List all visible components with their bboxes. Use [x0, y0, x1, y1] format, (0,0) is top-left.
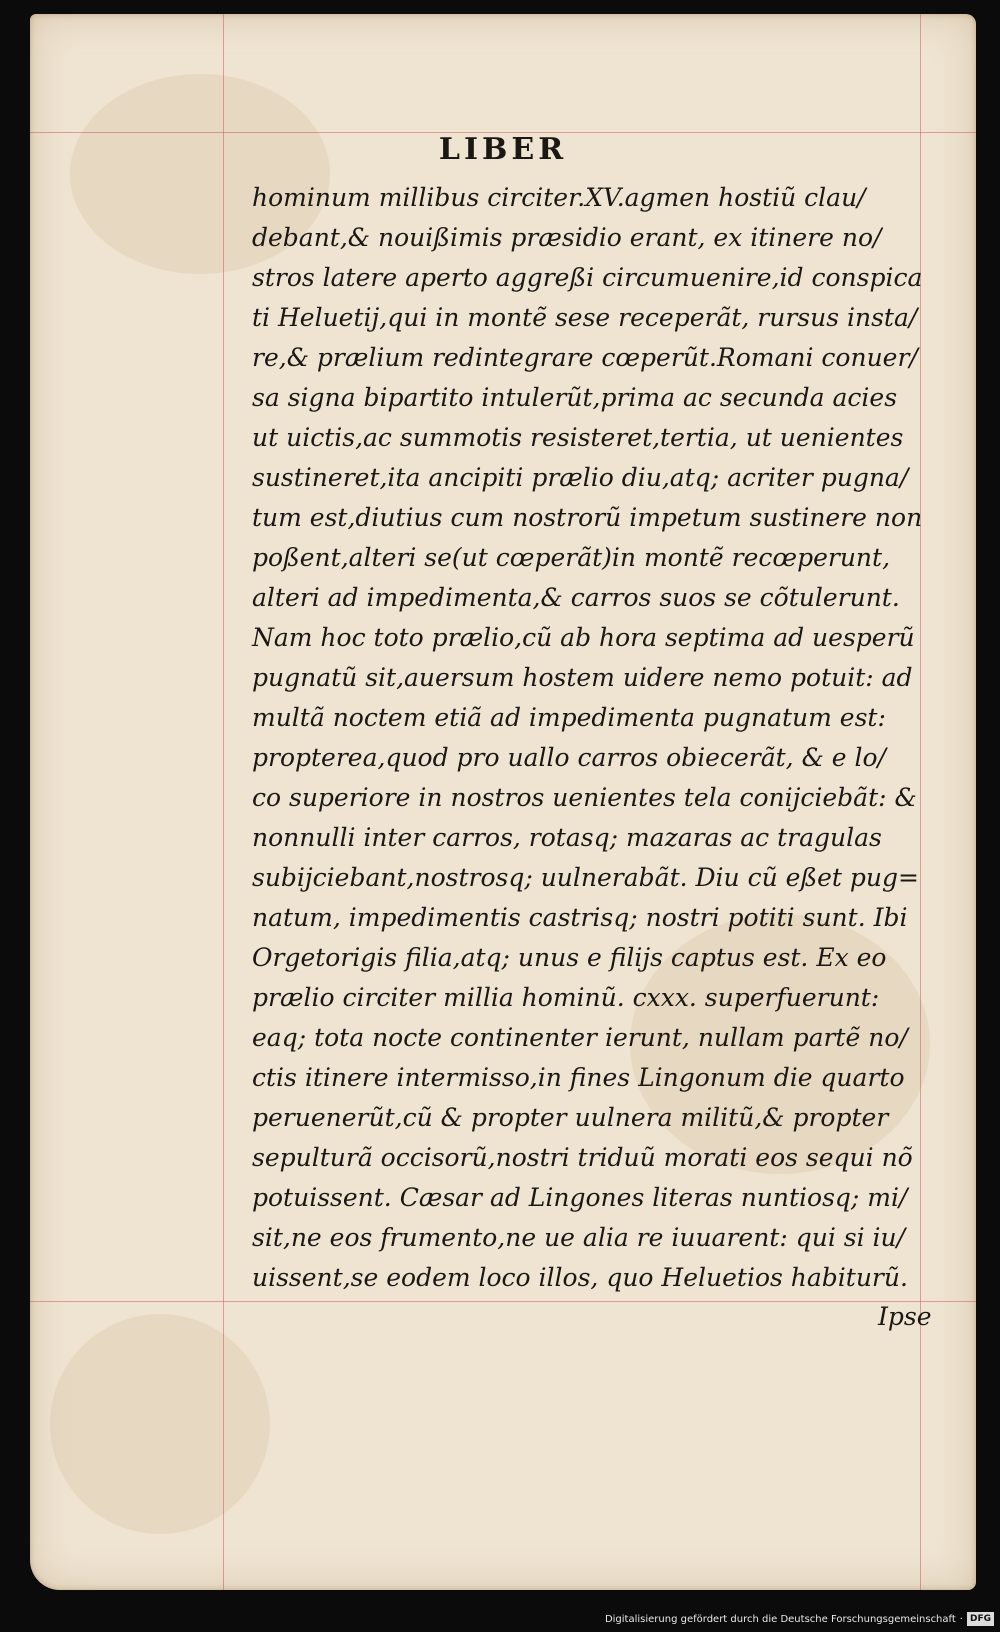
ruled-margin-line-left — [223, 14, 224, 1590]
text-line: sa signa bipartito intulerũt,prima ac secunda acies — [252, 383, 898, 412]
text-line: peruenerũt,cũ & propter uulnera militũ,& propter — [252, 1103, 889, 1132]
book-page — [30, 14, 976, 1590]
paper-stain — [50, 1314, 270, 1534]
text-line: Nam hoc toto prælio,cũ ab hora septima ad uesperũ — [252, 623, 915, 652]
text-line: re,& prælium redintegrare cœperũt.Romani conuer/ — [252, 343, 918, 372]
running-header: LIBER — [438, 132, 568, 167]
text-line: Orgetorigis filia,atq; unus e filijs captus est. Ex eo — [252, 943, 887, 972]
text-line: nonnulli inter carros, rotasq; mazaras ac tragulas — [252, 823, 882, 852]
text-line: debant,& nouißimis præsidio erant, ex itinere no/ — [252, 223, 882, 252]
text-line: hominum millibus circiter.XV.agmen hostiũ clau/ — [252, 183, 866, 212]
text-line: poßent,alteri se(ut cœperãt)in montẽ recœperunt, — [252, 543, 891, 572]
text-line: pugnatũ sit,auersum hostem uidere nemo potuit: ad — [252, 663, 913, 692]
text-line: ctis itinere intermisso,in fines Lingonum die quarto — [252, 1063, 905, 1092]
text-line: stros latere aperto aggreßi circumuenire,id conspica — [252, 263, 923, 292]
footer-text: Digitalisierung gefördert durch die Deutsche Forschungsgemeinschaft — [604, 1613, 956, 1625]
ruled-bottom-line — [30, 1301, 976, 1302]
text-line: propterea,quod pro uallo carros obiecerãt, & e lo/ — [252, 743, 886, 772]
text-line: subijciebant,nostrosq; uulnerabãt. Diu cũ eßet pug= — [252, 863, 919, 892]
text-line: sepulturã occisorũ,nostri triduũ morati eos sequi nõ — [252, 1143, 913, 1172]
text-line: multã noctem etiã ad impedimenta pugnatum est: — [252, 703, 886, 732]
text-line: tum est,diutius cum nostrorũ impetum sustinere non — [252, 503, 923, 532]
text-line: alteri ad impedimenta,& carros suos se cõtulerunt. — [252, 583, 900, 612]
dfg-logo: DFG — [967, 1612, 994, 1626]
catchword: Ipse — [878, 1302, 932, 1331]
text-line: prælio circiter millia hominũ. cxxx. superfuerunt: — [252, 983, 880, 1012]
text-line: ut uictis,ac summotis resisteret,tertia, ut uenientes — [252, 423, 904, 452]
body-text — [252, 178, 952, 1298]
footer-credit — [605, 1610, 994, 1628]
text-line: sit,ne eos frumento,ne ue alia re iuuarent: qui si iu/ — [252, 1223, 906, 1252]
text-line: ti Heluetij,qui in montẽ sese receperãt, rursus insta/ — [252, 303, 918, 332]
text-line: co superiore in nostros uenientes tela coniјciebãt: & — [252, 783, 917, 812]
footer-separator: · — [959, 1613, 963, 1625]
text-line: eaq; tota nocte continenter ierunt, nullam partẽ no/ — [252, 1023, 908, 1052]
text-line: natum, impedimentis castrisq; nostri potiti sunt. Ibi — [252, 903, 908, 932]
text-line: potuissent. Cæsar ad Lingones literas nuntiosq; mi/ — [252, 1183, 908, 1212]
text-line: uissent,se eodem loco illos, quo Heluetios habiturũ. — [252, 1263, 908, 1292]
text-line: sustineret,ita ancipiti prælio diu,atq; acriter pugna/ — [252, 463, 909, 492]
